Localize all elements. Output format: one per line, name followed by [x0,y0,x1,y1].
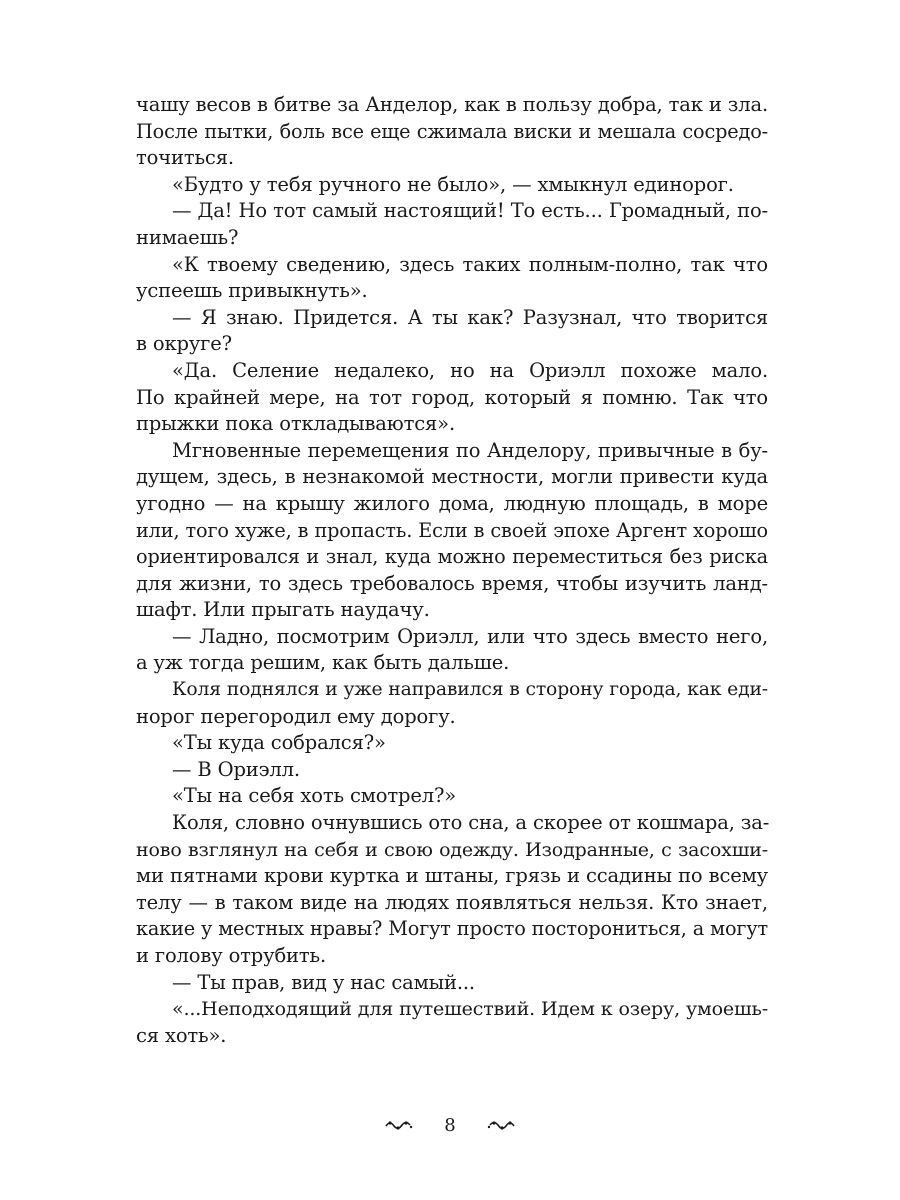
text-line: дущем, здесь, в незнакомой местности, могли привести куда [136,465,768,489]
text-line: Коля поднялся и уже направился в сторону города, как еди- [172,679,768,701]
text-line: какие у местных нравы? Могут просто посторониться, а могут [136,917,768,941]
text-line: ся хоть». [136,1023,227,1047]
text-line: «Ты на себя хоть смотрел?» [172,784,457,808]
page-number: 8 [444,1114,456,1136]
text-line: для жизни, то здесь требовалось время, чтобы изучить ланд- [136,571,768,595]
text-line: ми пятнами крови куртка и штаны, грязь и ссадины по всему [136,864,768,888]
text-line: — Да! Но тот самый настоящий! То есть... Громадный, по- [172,199,768,223]
text-line: точиться. [136,146,234,170]
text-line: успеешь привыкнуть». [136,279,368,303]
text-line: Коля, словно очнувшись ото сна, а скорее от кошмара, за- [172,811,770,835]
text-line: «...Неподходящий для путешествий. Идем к озеру, умоешь- [172,998,768,1021]
text-line: ориентировался и знал, куда можно переместиться без риска [136,545,768,569]
text-line: «Ты куда собрался?» [172,731,386,755]
text-line: шафт. Или прыгать наудачу. [136,598,430,622]
text-line: а уж тогда решим, как быть дальше. [136,651,510,675]
text-line: угодно — на крышу жилого дома, людную площадь, в море [136,491,768,515]
text-line: — В Ориэлл. [172,757,300,781]
text-line: нимаешь? [136,225,239,249]
text-line: — Я знаю. Придется. А ты как? Разузнал, что творится [172,305,768,329]
floral-ornament-left-icon [384,1118,414,1132]
text-line: Мгновенные перемещения по Анделору, привычные в бу- [172,438,768,462]
body-text [136,92,768,1049]
text-line: После пытки, боль все еще сжимала виски и мешала сосредо- [136,119,768,143]
text-line: ново взглянул на себя и свою одежду. Изодранные, с засохши- [136,838,768,861]
text-line: или, того хуже, в пропасть. Если в своей эпохе Аргент хорошо [136,518,768,542]
text-line: норог перегородил ему дорогу. [136,704,456,728]
text-line: — Ты прав, вид у нас самый... [172,970,475,994]
text-line: в округе? [136,332,232,356]
text-line: телу — в таком виде на людях появляться нельзя. Кто знает, [136,890,768,914]
text-line: — Ладно, посмотрим Ориэлл, или что здесь вместо него, [172,624,768,648]
text-line: прыжки пока откладываются». [136,412,455,436]
text-line: По крайней мере, на тот город, который я помню. Так что [136,385,768,409]
text-line: и голову отрубить. [136,944,327,967]
page-footer [0,1110,900,1140]
text-line: «Да. Селение недалеко, но на Ориэлл похоже мало. [172,358,768,382]
text-line: «К твоему сведению, здесь таких полным-полно, так что [172,252,768,276]
floral-ornament-right-icon [486,1118,516,1132]
text-line: «Будто у тебя ручного не было», — хмыкнул единорог. [172,172,734,196]
text-line: чашу весов в битве за Анделор, как в пользу добра, так и зла. [136,93,768,116]
